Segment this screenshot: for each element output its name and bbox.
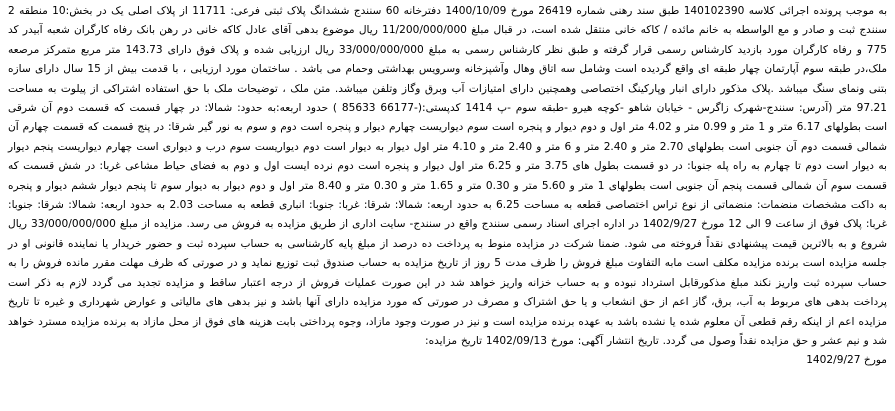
auction-date: مورخ 1402/9/27 xyxy=(806,354,887,367)
notice-body-text: به موجب پرونده اجرائی کلاسه 140102390 طبق سند رهنی شماره 26419 مورخ 1400/10/09 دفترخانه 60 سنندج ششدانگ پلاک ثبتی فرعی: 11711 از پلاک اصلی یک در بخش:10 منطقه 2 سنندج ثبت و صادر و مع الواسطه به خانم مائده / کاکه خانی منتقل شده است، در قبال مبلغ 11/200/000/000 ریال موضوع بدهی آقای عادل کاکه خانی در رهن بانک رفاه کارگران شعبه آبیدر کد 775 و رفاه کارگران مورد بازدید کارشناس رسمی قرار گرفته و طبق نظر کارشناس رسمی به مبلغ 33/000/000/000 ریال ارزیابی شده و پلاک فوق دارای 143.73 متر مربع متمرکز مرصعه ملک،در طبقه سوم آپارتمان چهار طبقه ای واقع گردیده است وشامل سه اتاق وهال وآشپزخانه وسرویس بهداشتی وحمام می باشد . ساختمان مورد ارزیابی ، با قدمت بیش از 15 سال دارای سازه بتنی ونمای سنگ میباشد .پلاک مذکور دارای انبار وپارکینگ اختصاصی وهمچنین دارای امتیازات آب وبرق وگاز وتلفن میباشد. متن ملک ، توضیحات ملک با حق استفاده اشتراکی از پیلوت به مساحت 97.21 متر (آدرس: سنندج-شهرک زاگرس - خیابان شاهو -کوچه هیرو -طبقه سوم -پ 1414 کدپستی:(-66177 85633 ) حدود اربعه:به حدود: شمالا: در چهار قسمت که قسمت دوم آن شرقی است بطولهای 6.17 متر و 1 متر و 0.99 متر و 4.02 متر اول و دوم دیوار و پنجره است سوم دیواریست چهارم دیوار و پنجره است دوم و سوم به نور گیر شرقا: در پنج قسمت که قسمت چهارم آن شمالی قسمت دوم آن جنوبی است بطولهای 2.70 متر و 2.40 متر و 6 متر و 2.40 متر و 4.10 متر اول دیوار به دیوار است دوم دیواریست سوم درب و دیواری است چهارم دیواریست پنجم دیوار به دیوار است دوم تا چهارم به راه پله جنوبا: در دو قسمت بطول های 3.75 متر و 6.25 متر اول دیوار و پنجره است دوم نرده ایست اول و دوم به فضای حیاط مشاعی غربا: در شش قسمت که قسمت سوم آن شمالی قسمت پنجم آن جنوبی است بطولهای 1 متر و 5.60 متر و 0.30 متر و 1.65 متر و 0.30 متر و 8.40 متر اول و دوم دیوار به دیوار سوم تا پنجم دیوار ششم دیوار و پنجره به داکت مشخصات منضمات: منضماتی از نوع تراس اختصاصی قطعه به مساحت 6.25 به حدود اربعه: شمالا: شرقا: غربا: جنوبا: انباری قطعه به مساحت 2.03 به حدود اربعه: شمالا: شرقا: جنوبا: غربا: پلاک فوق از ساعت 9 الی 12 مورخ 1402/9/27 در اداره اجرای اسناد رسمی سنندج واقع در سنندج- سایت اداری از طریق مزایده به فروش می رسد. مزایده از مبلغ 33/000/000/000 ریال شروع و به بالاترین قیمت پیشنهادی نقداً فروخته می شود. ضمنا شرکت در مزایده منوط به پرداخت ده درصد از مبلغ پایه کارشناسی به حساب سپرده ثبت و حضور خریدار یا نماینده قانونی او در جلسه مزایده است برنده مزایده مکلف است مابه التفاوت مبلغ فروش را ظرف مدت 5 روز از تاریخ مزایده به حساب صندوق ثبت توزیع نماید و در صورتی که ظرف مهلت مقرر مانده فروش را به حساب سپرده ثبت واریز نکند مبلغ مذکورقابل استرداد نبوده و به حساب خزانه واریز خواهد شد در این صورت عملیات فروش از درجه اعتبار ساقط و مزایده تجدید می گردد لازم به ذکر است پرداخت بدهی های مربوط به آب، برق، گاز اعم از حق انشعاب و یا حق اشتراک و مصرف در صورتی که مورد مزایده دارای آنها باشد و نیز بدهی های مالیاتی و عوارض شهرداری و غیره تا تاریخ مزایده اعم از اینکه رقم قطعی آن معلوم شده یا نشده باشد به عهده برنده مزایده است و نیز در صورت وجود مازاد، وجوه پرداختی بابت هزینه های فوق از محل مازاد به برنده مزایده مسترد خواهد شد و نیم عشر و حق مزایده نقداً وصول می گردد. تاریخ انتشار آگهی: مورخ 1402/09/13 تاریخ مزایده: xyxy=(8,5,888,347)
